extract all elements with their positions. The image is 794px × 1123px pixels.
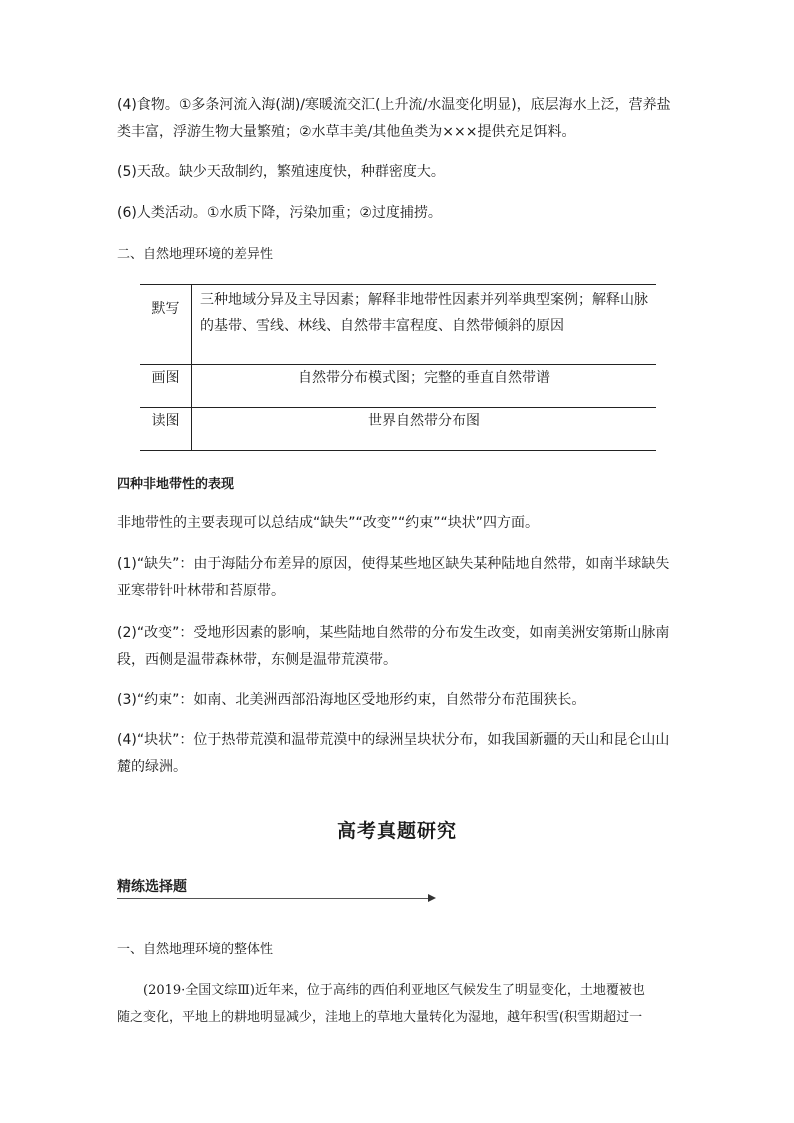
nonzonal-point-constraint: (3)“约束”：如南、北美洲西部沿海地区受地形约束，自然带分布范围狭长。	[117, 692, 586, 708]
nonzonal-heading: 四种非地带性的表现	[117, 477, 235, 492]
nonzonal-point-missing: (1)“缺失”：由于海陆分布差异的原因，使得某些地区缺失某种陆地自然带，如南半球缺失亚寒带针叶林带和苔原带。	[117, 556, 670, 599]
table-value: 世界自然带分布图	[368, 413, 480, 429]
exam-passage-line-2: 随之变化，平地上的耕地明显减少，洼地上的草地大量转化为湿地，越年积雪(积雪期超过一	[117, 1010, 643, 1025]
table-value: 三种地域分异及主导因素；解释非地带性因素并列举典型案例；解释山脉的基带、雪线、林线、自然带丰富程度、自然带倾斜的原因	[200, 292, 648, 334]
arrow-right-icon	[428, 894, 436, 902]
table-key: 默写	[140, 285, 192, 365]
nonzonal-point-patch: (4)“块状”：位于热带荒漠和温带荒漠中的绿洲呈块状分布，如我国新疆的天山和昆仑山山麓的绿洲。	[117, 732, 670, 775]
section-label: 精练选择题	[117, 879, 187, 895]
exam-passage-line-1: (2019·全国文综Ⅲ)近年来，位于高纬的西伯利亚地区气候发生了明显变化，土地覆被也	[143, 983, 645, 998]
nonzonal-point-change: (2)“改变”：受地形因素的影响，某些陆地自然带的分布发生改变，如南美洲安第斯山脉南段，西侧是温带森林带，东侧是温带荒漠带。	[117, 625, 670, 668]
paragraph-food: (4)食物。①多条河流入海(湖)/寒暖流交汇(上升流/水温变化明显)，底层海水上泛，营养盐类丰富，浮游生物大量繁殖；②水草丰美/其他鱼类为×××提供充足饵料。	[117, 97, 671, 140]
section-underline	[117, 898, 430, 899]
paragraph-enemy: (5)天敌。缺少天敌制约，繁殖速度快，种群密度大。	[117, 164, 445, 180]
table-row	[140, 285, 656, 365]
table-value: 自然带分布模式图；完整的垂直自然带谱	[298, 370, 550, 386]
paragraph-human: (6)人类活动。①水质下降，污染加重；②过度捕捞。	[117, 205, 442, 221]
table-row	[140, 408, 656, 451]
requirements-table	[140, 284, 656, 451]
table-key: 画图	[140, 365, 192, 408]
page-title: 高考真题研究	[336, 820, 457, 842]
exam-subheading: 一、自然地理环境的整体性	[117, 942, 274, 957]
section-heading-differentiation: 二、自然地理环境的差异性	[117, 247, 274, 262]
nonzonal-intro: 非地带性的主要表现可以总结成“缺失”“改变”“约束”“块状”四方面。	[117, 515, 540, 531]
table-key: 读图	[140, 408, 192, 451]
table-row	[140, 365, 656, 408]
